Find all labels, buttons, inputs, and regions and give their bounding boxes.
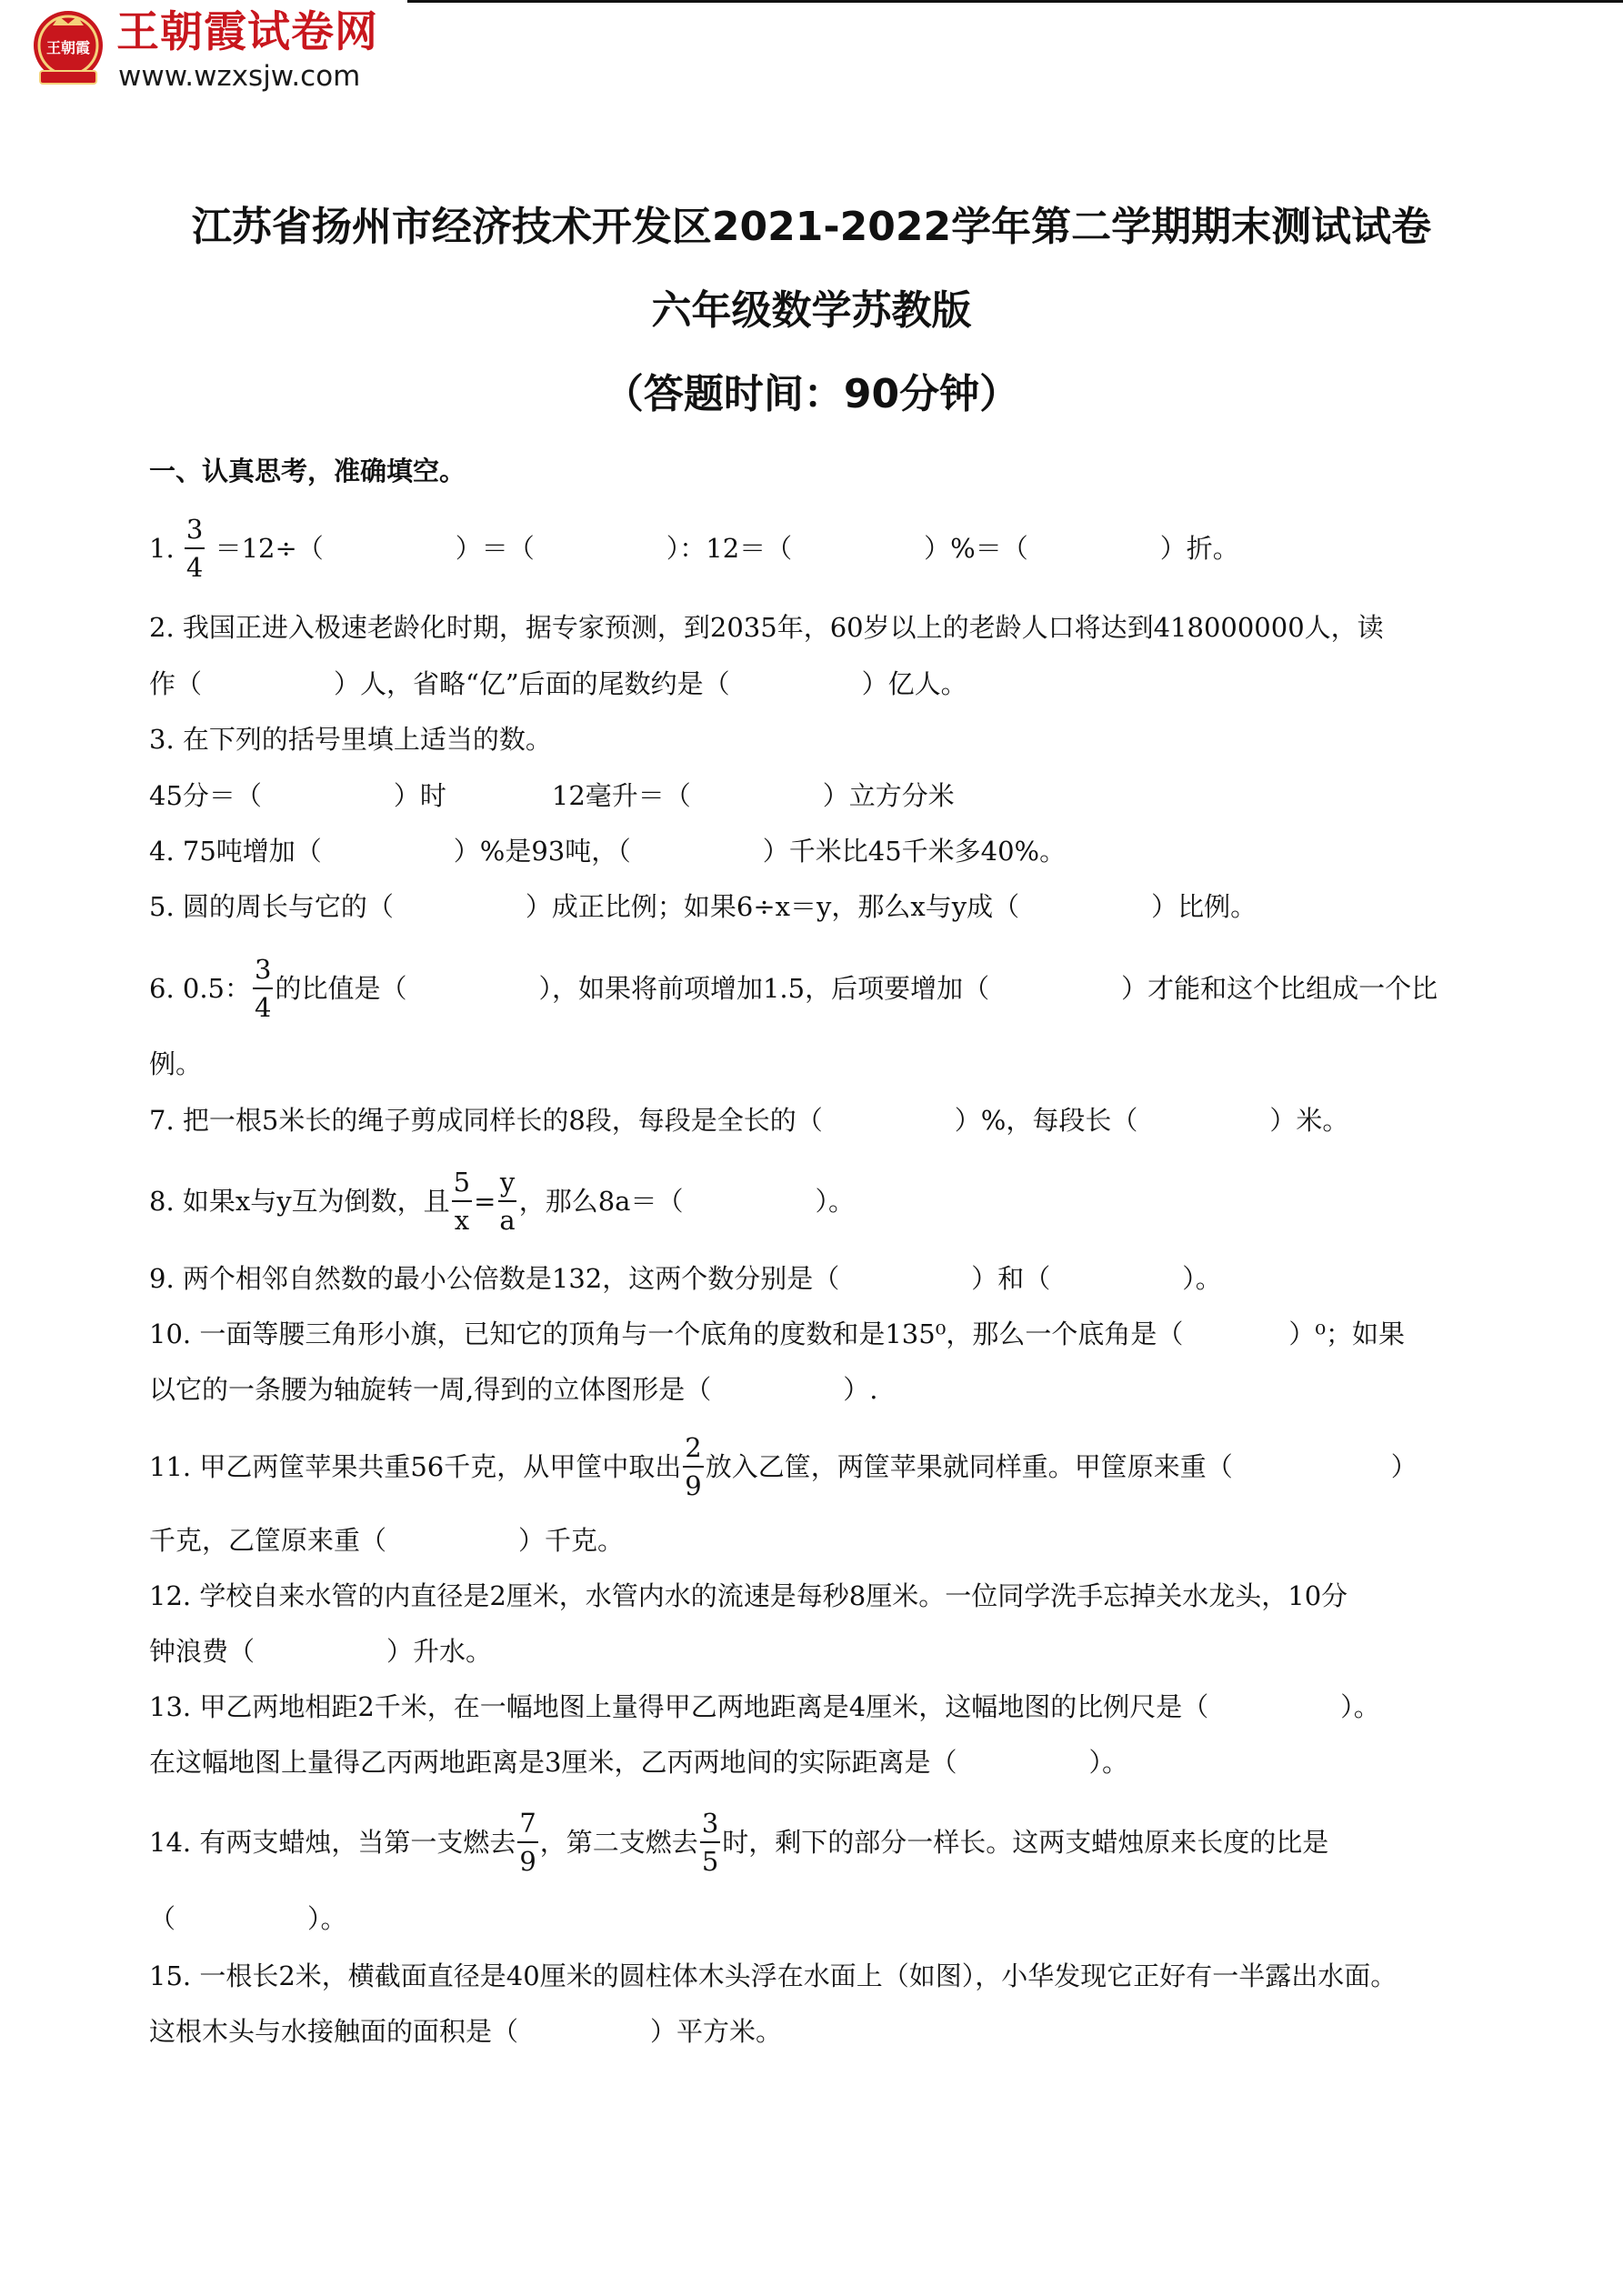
question-9: 9. 两个相邻自然数的最小公倍数是132，这两个数分别是（ ）和（ ）。 [149,1263,1222,1294]
question-13-line-2: 在这幅地图上量得乙丙两地距离是3厘米，乙丙两地间的实际距离是（ ）。 [149,1747,1128,1778]
question-10-line-2: 以它的一条腰为轴旋转一周,得到的立体图形是（ ）. [149,1374,878,1405]
question-15-line-2: 这根木头与水接触面的面积是（ ）平方米。 [149,2016,783,2047]
question-6: 6. 0.5： $\frac{3}{4}$ 的比值是（ ），如果将前项增加1.5，后项要增加（ ）才能和这个比组成一个比 [149,951,1477,1026]
exam-title: 江苏省扬州市经济技术开发区2021-2022学年第二学期期末测试试卷 [191,204,1432,250]
section-heading: 一、认真思考，准确填空。 [149,456,466,486]
question-4: 4. 75吨增加（ ）%是93吨，（ ）千米比45千米多40%。 [149,836,1067,867]
question-8: 8. 如果x与y互为倒数，且 $\frac{5}{x}$ = $\frac{y}{a}$ ，那么8a＝（ ）。 [149,1164,1477,1238]
question-1 [149,511,1477,586]
brand-logo-icon [27,7,109,89]
question-6-line-2: 例。 [149,1048,203,1079]
question-number: 1. [149,533,175,564]
fraction: $\frac{3}{4}$ [253,951,273,1026]
question-11: 11. 甲乙两筐苹果共重56千克，从甲筐中取出 $\frac{2}{9}$ 放入乙筐，两筐苹果就同样重。甲筐原来重（ ） [149,1429,1477,1504]
fraction: $\frac{3}{5}$ [700,1805,720,1880]
exam-subtitle: 六年级数学苏教版 [651,287,972,334]
fraction: $\frac{5}{x}$ [452,1164,472,1238]
site-url[interactable]: www.wzxsjw.com [118,60,361,93]
question-7: 7. 把一根5米长的绳子剪成同样长的8段，每段是全长的（ ）%，每段长（ ）米。 [149,1105,1349,1136]
question-2-line-2: 作（ ）人，省略“亿”后面的尾数约是（ ）亿人。 [149,668,967,699]
logo-text: 王朝霞 [45,39,91,56]
fraction: $\frac{3}{4}$ [185,511,205,586]
question-3-line-2: 45分＝（ ）时 12毫升＝（ ）立方分米 [149,780,955,811]
question-2-line-1: 2. 我国正进入极速老龄化时期，据专家预测，到2035年，60岁以上的老龄人口将达到418000000人，读 [149,612,1384,643]
question-11-line-2: 千克，乙筐原来重（ ）千克。 [149,1525,625,1556]
exam-time: （答题时间：90分钟） [603,371,1020,417]
header-rule [407,0,1623,3]
question-12-line-1: 12. 学校自来水管的内直径是2厘米，水管内水的流速是每秒8厘米。一位同学洗手忘掉关水龙头，10分 [149,1580,1348,1611]
question-3-line-1: 3. 在下列的括号里填上适当的数。 [149,724,552,755]
question-text: ＝12÷（ ）＝（ ）：12＝（ ）%＝（ ）折。 [215,533,1239,564]
question-10-line-1: 10. 一面等腰三角形小旗，已知它的顶角与一个底角的度数和是135⁰，那么一个底角是（ ）⁰；如果 [149,1318,1405,1349]
brand-name: 王朝霞试卷网 [116,7,378,57]
question-13-line-1: 13. 甲乙两地相距2千米，在一幅地图上量得甲乙两地距离是4厘米，这幅地图的比例尺是（ ）。 [149,1691,1380,1722]
question-14: 14. 有两支蜡烛，当第一支燃去 $\frac{7}{9}$ ，第二支燃去 $\frac{3}{5}$ 时，剩下的部分一样长。这两支蜡烛原来长度的比是 [149,1805,1477,1880]
question-14-line-2: （ ）。 [149,1903,347,1934]
question-5: 5. 圆的周长与它的（ ）成正比例；如果6÷x＝y，那么x与y成（ ）比例。 [149,891,1257,922]
question-15-line-1: 15. 一根长2米，横截面直径是40厘米的圆柱体木头浮在水面上（如图），小华发现它正好有一半露出水面。 [149,1960,1398,1991]
question-12-line-2: 钟浪费（ ）升水。 [149,1636,493,1667]
fraction: $\frac{7}{9}$ [517,1805,537,1880]
fraction: $\frac{2}{9}$ [683,1429,703,1504]
fraction: $\frac{y}{a}$ [497,1164,516,1238]
